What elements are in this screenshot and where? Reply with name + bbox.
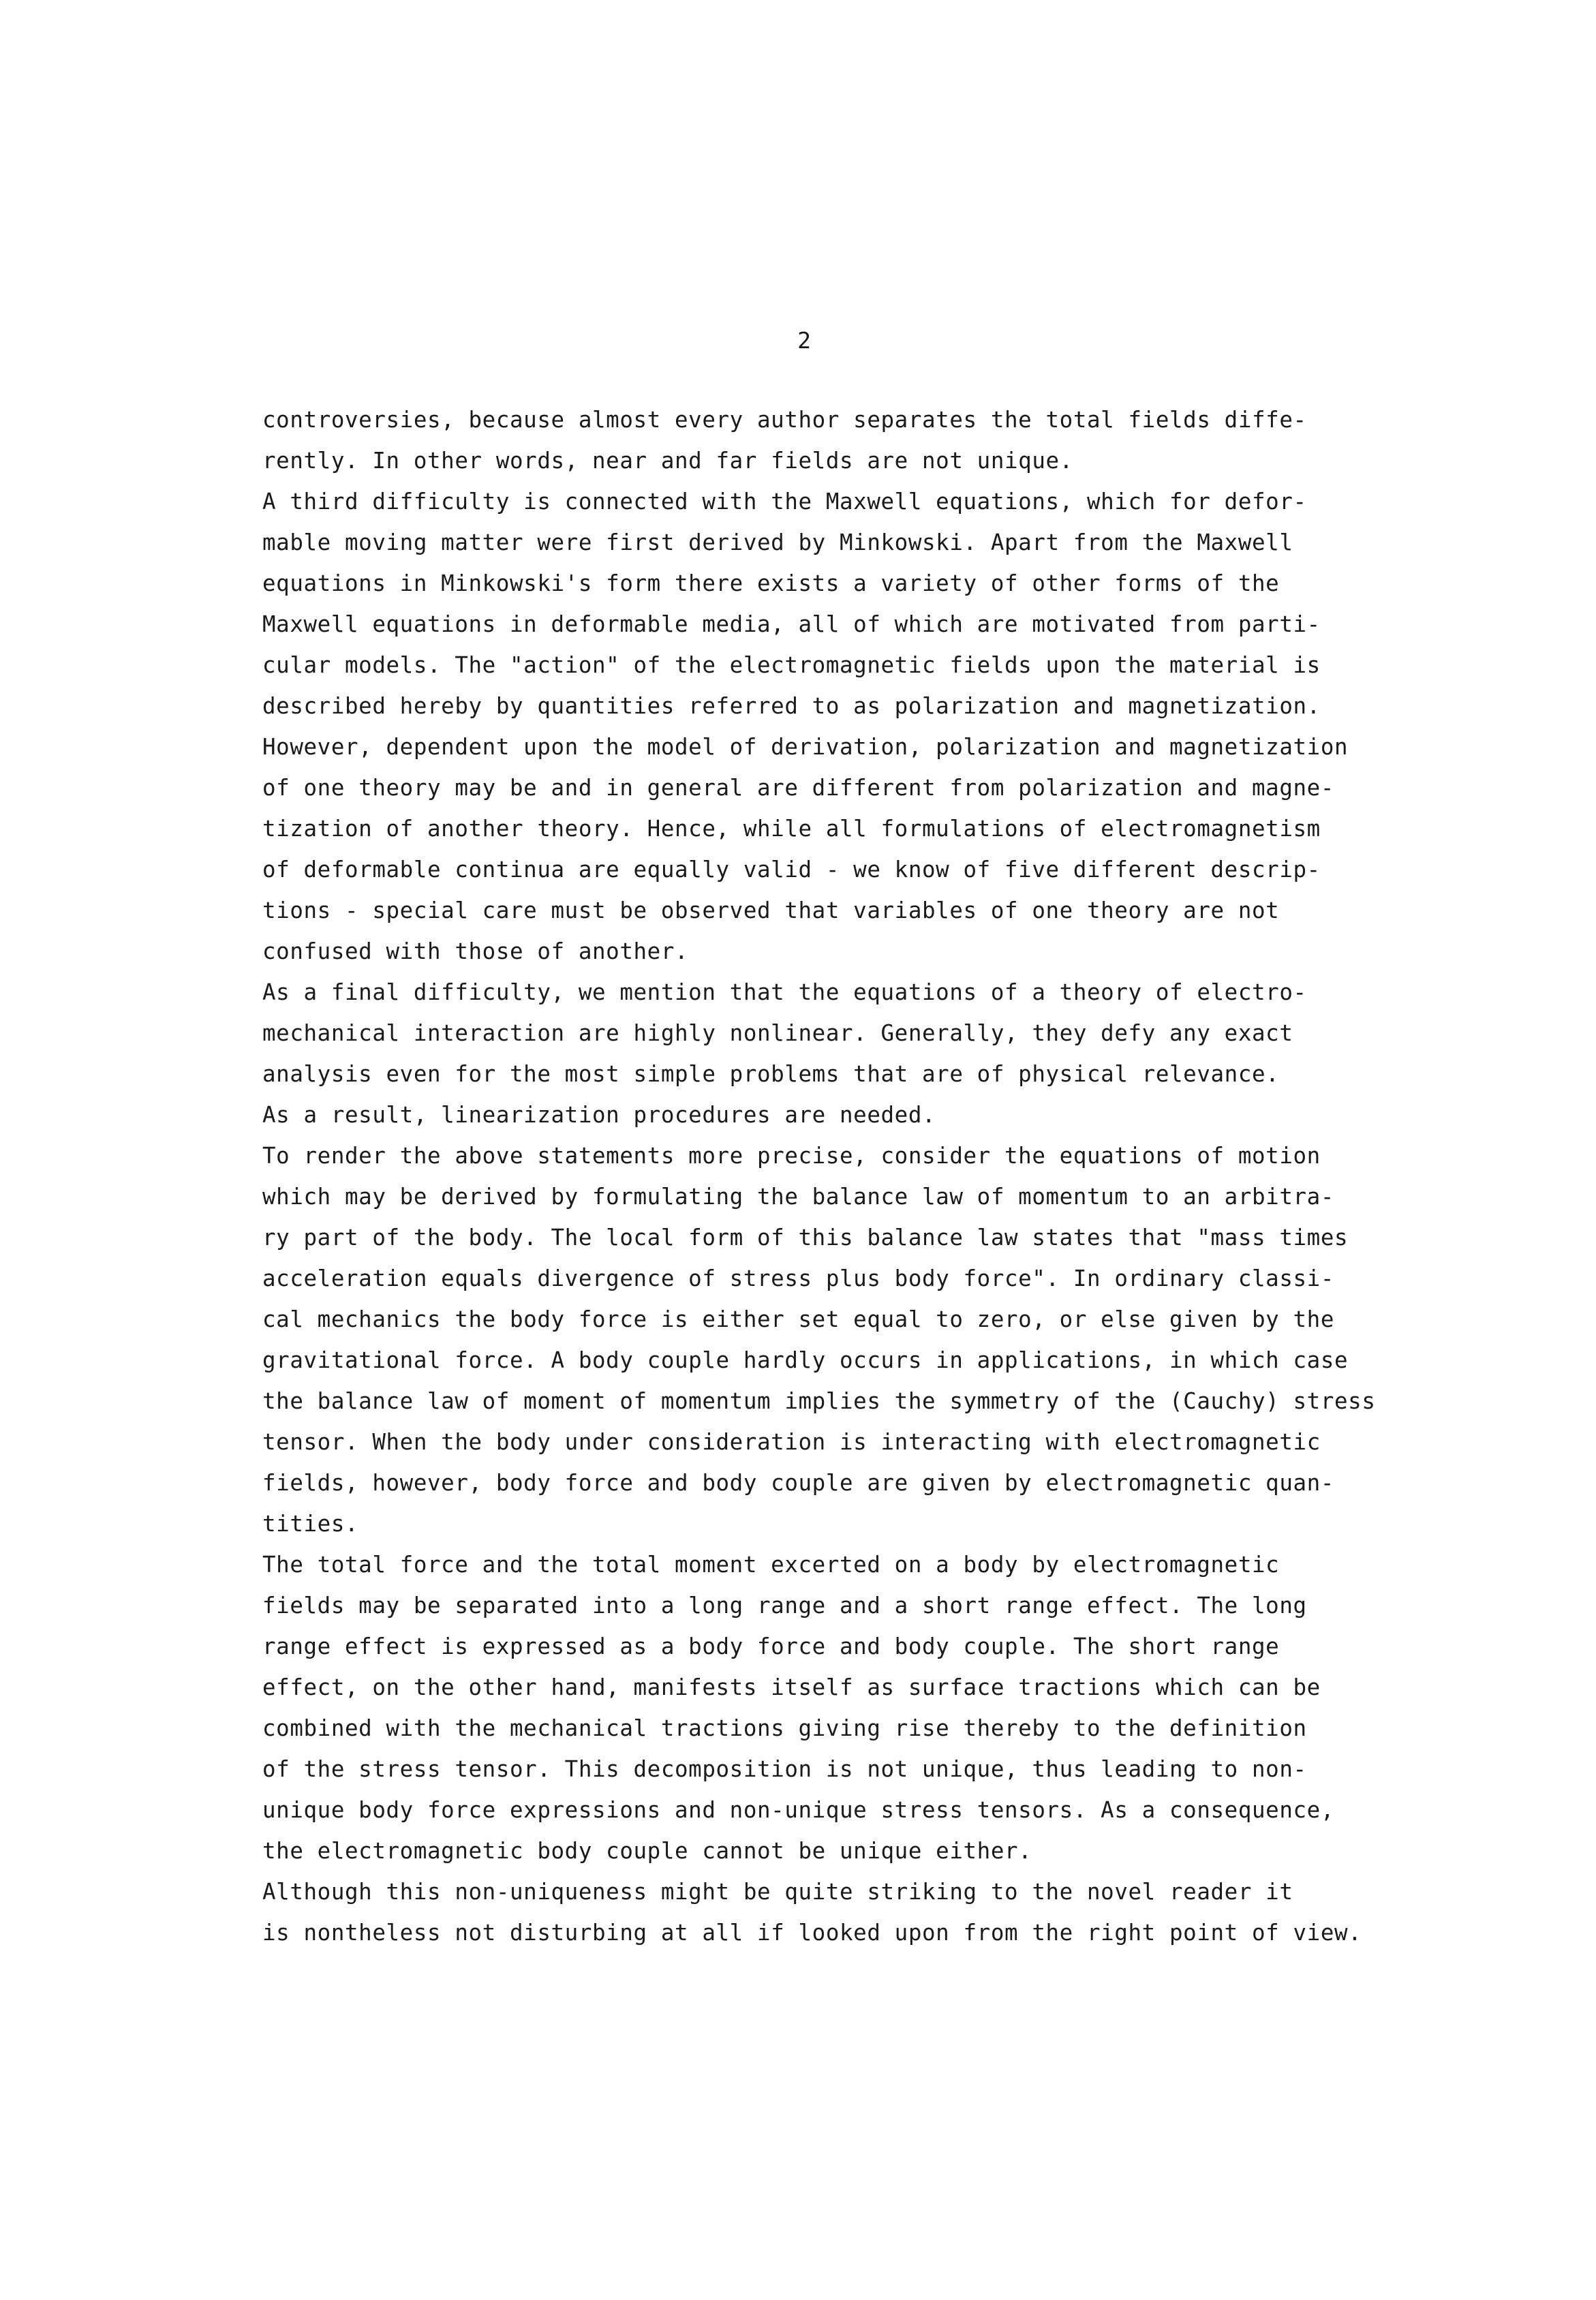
text-line: analysis even for the most simple problems that are of physical relevance.	[262, 1061, 1280, 1087]
text-line: Maxwell equations in deformable media, all of which are motivated from parti-	[262, 611, 1321, 637]
text-line: range effect is expressed as a body force and body couple. The short range	[262, 1634, 1280, 1659]
text-line: tions - special care must be observed that variables of one theory are not	[262, 898, 1280, 923]
text-line: tensor. When the body under consideration is interacting with electromagnetic	[262, 1429, 1321, 1455]
text-line: rently. In other words, near and far fields are not unique.	[262, 448, 1073, 474]
text-line: mechanical interaction are highly nonlinear. Generally, they defy any exact	[262, 1020, 1293, 1046]
text-line: equations in Minkowski's form there exists a variety of other forms of the	[262, 570, 1280, 596]
text-line: controversies, because almost every author separates the total fields diffe-	[262, 407, 1307, 433]
text-line: gravitational force. A body couple hardly occurs in applications, in which case	[262, 1347, 1349, 1373]
text-line: As a result, linearization procedures are needed.	[262, 1102, 936, 1128]
text-line: of deformable continua are equally valid - we know of five different descrip-	[262, 857, 1321, 883]
text-line: described hereby by quantities referred to as polarization and magnetization.	[262, 693, 1321, 719]
text-line: As a final difficulty, we mention that the equations of a theory of electro-	[262, 979, 1307, 1005]
text-line: the electromagnetic body couple cannot be unique either.	[262, 1838, 1032, 1864]
body-text	[262, 399, 1380, 1953]
text-line: effect, on the other hand, manifests itself as surface tractions which can be	[262, 1674, 1321, 1700]
text-line: A third difficulty is connected with the Maxwell equations, which for defor-	[262, 489, 1307, 515]
text-line: unique body force expressions and non-unique stress tensors. As a consequence,	[262, 1797, 1334, 1823]
text-line: acceleration equals divergence of stress plus body force". In ordinary classi-	[262, 1266, 1334, 1291]
text-line: fields may be separated into a long range and a short range effect. The long	[262, 1593, 1307, 1619]
text-line: tization of another theory. Hence, while all formulations of electromagnetism	[262, 816, 1321, 842]
text-line: the balance law of moment of momentum implies the symmetry of the (Cauchy) stress	[262, 1388, 1376, 1414]
text-line: Although this non-uniqueness might be quite striking to the novel reader it	[262, 1879, 1293, 1905]
text-line: The total force and the total moment excerted on a body by electromagnetic	[262, 1552, 1280, 1578]
text-line: ry part of the body. The local form of this balance law states that "mass times	[262, 1225, 1349, 1251]
text-line: cular models. The "action" of the electromagnetic fields upon the material is	[262, 652, 1321, 678]
text-line: fields, however, body force and body couple are given by electromagnetic quan-	[262, 1470, 1334, 1496]
text-line: of the stress tensor. This decomposition is not unique, thus leading to non-	[262, 1756, 1307, 1782]
text-line: To render the above statements more precise, consider the equations of motion	[262, 1143, 1321, 1169]
text-line: which may be derived by formulating the balance law of momentum to an arbitra-	[262, 1184, 1334, 1210]
text-line: cal mechanics the body force is either set equal to zero, or else given by the	[262, 1306, 1334, 1332]
text-line: confused with those of another.	[262, 938, 689, 964]
text-line: combined with the mechanical tractions giving rise thereby to the definition	[262, 1715, 1307, 1741]
text-line: tities.	[262, 1511, 359, 1537]
text-line: However, dependent upon the model of derivation, polarization and magnetization	[262, 734, 1349, 760]
page-number: 2	[797, 327, 811, 354]
text-line: of one theory may be and in general are different from polarization and magne-	[262, 775, 1334, 801]
text-line: mable moving matter were first derived by Minkowski. Apart from the Maxwell	[262, 530, 1293, 555]
text-line: is nontheless not disturbing at all if looked upon from the right point of view.	[262, 1920, 1362, 1946]
